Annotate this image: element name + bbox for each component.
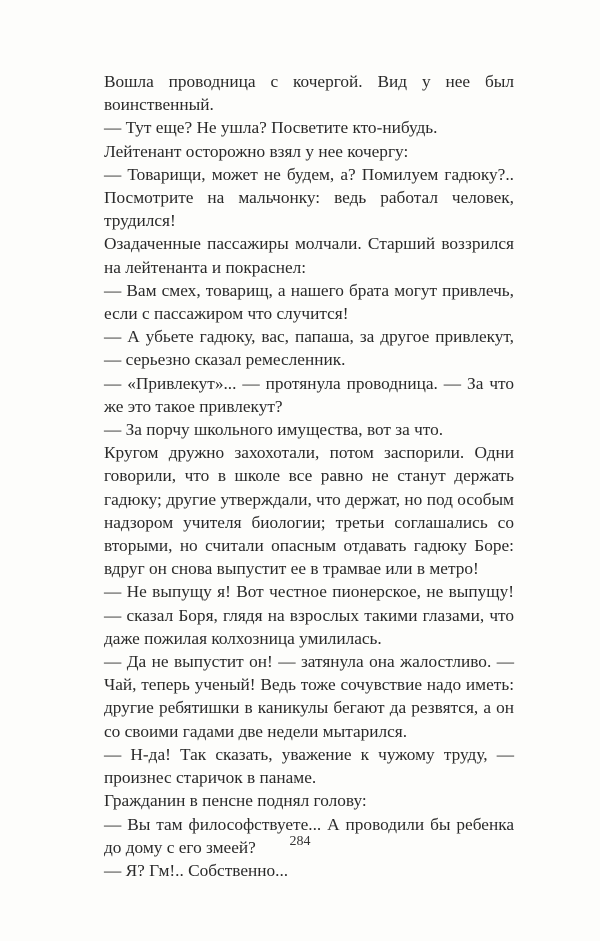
paragraph-12: — Да не выпустит он! — затянула она жалостливо. — Чай, теперь ученый! Ведь тоже сочувствие надо иметь: другие ребятишки в каникулы бегают да резвятся, а он со своими гадами две недели мытарился. [104,652,514,741]
paragraph-3: Лейтенант осторожно взял у нее кочергу: [104,141,409,161]
paragraph-16: — Я? Гм!.. Собственно... [104,860,289,880]
paragraph-11: — Не выпущу я! Вот честное пионерское, не выпущу! — сказал Боря, глядя на взрослых такими глазами, что даже пожилая колхозница умилилась. [104,582,514,648]
paragraph-15: — Вы там философствуете... А проводили бы ребенка до дому с его змеей? [104,814,514,857]
paragraph-7: — А убьете гадюку, вас, папаша, за другое привлекут, — серьезно сказал ремесленник. [104,327,514,370]
page-number: 284 [289,834,311,849]
paragraph-2: — Тут еще? Не ушла? Посветите кто-нибудь. [104,118,438,138]
paragraph-1: Вошла проводница с кочергой. Вид у нее был воинственный. [104,72,514,115]
paragraph-6: — Вам смех, товарищ, а нашего брата могут привлечь, если с пассажиром что случится! [104,280,514,324]
paragraph-5: Озадаченные пассажиры молчали. Старший воззрился на лейтенанта и покраснел: [104,234,514,277]
paragraph-14: Гражданин в пенсне поднял голову: [104,791,367,811]
paragraph-9: — За порчу школьного имущества, вот за что. [104,420,444,440]
paragraph-10: Кругом дружно захохотали, потом заспорили. Одни говорили, что в школе все равно не станут держать гадюку; другие утверждали, что держат, но под особым надзором учителя биологии; третьи соглашались со вторыми, но считали опасным отдавать гадюку Боре: вдруг он снова выпустит ее в трамвае или в метро! [104,443,514,579]
paragraph-8: — «Привлекут»... — протянула проводница. — За что же это такое привлекут? [104,373,514,416]
body-text [104,70,514,882]
paragraph-13: — Н-да! Так сказать, уважение к чужому труду, — произнес старичок в панаме. [104,744,514,788]
paragraph-4: — Товарищи, может не будем, а? Помилуем гадюку?.. Посмотрите на мальчонку: ведь работал человек, трудился! [104,164,514,231]
